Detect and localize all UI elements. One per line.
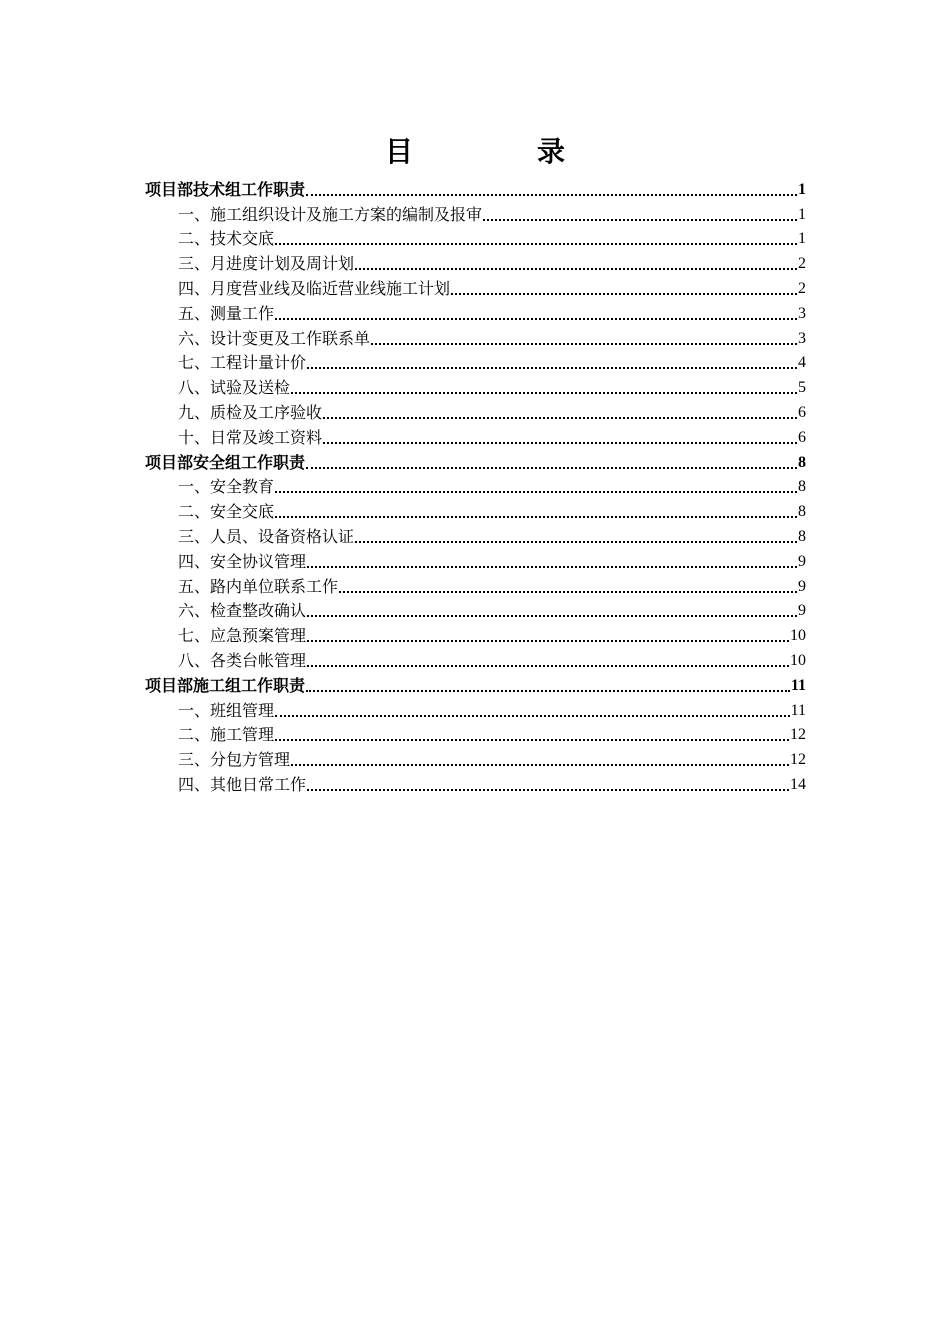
toc-entry-label: 三、分包方管理 <box>178 750 291 770</box>
toc-entry-label: 九、质检及工序验收 <box>178 402 323 422</box>
toc-dot-leader <box>483 219 797 221</box>
toc-page-number: 9 <box>798 602 806 620</box>
toc-page-number: 5 <box>798 379 806 397</box>
toc-entry-label: 项目部安全组工作职责 <box>145 452 306 472</box>
toc-dot-leader <box>323 417 797 419</box>
toc-subsection-entry[interactable] <box>145 547 806 572</box>
toc-dot-leader <box>307 789 789 791</box>
toc-subsection-entry[interactable] <box>145 398 806 423</box>
toc-page-number: 12 <box>790 751 806 769</box>
toc-entry-label: 三、月进度计划及周计划 <box>178 254 355 274</box>
toc-subsection-entry[interactable] <box>145 721 806 746</box>
toc-dot-leader <box>451 293 797 295</box>
toc-subsection-entry[interactable] <box>145 572 806 597</box>
toc-entry-label: 一、班组管理 <box>178 700 275 720</box>
toc-page-number: 8 <box>798 503 806 521</box>
toc-entry-label: 八、试验及送检 <box>178 378 291 398</box>
toc-dot-leader <box>306 194 797 196</box>
toc-dot-leader <box>371 343 797 345</box>
toc-dot-leader <box>355 268 797 270</box>
toc-dot-leader <box>355 541 797 543</box>
toc-dot-leader <box>275 739 789 741</box>
toc-page-number: 2 <box>798 279 806 297</box>
toc-page-number: 6 <box>798 428 806 446</box>
toc-page-number: 9 <box>798 577 806 595</box>
toc-title: 目 录 <box>384 135 613 168</box>
toc-page-number: 1 <box>798 230 806 248</box>
toc-page-number: 8 <box>798 453 806 471</box>
toc-entry-label: 五、路内单位联系工作 <box>178 576 339 596</box>
toc-dot-leader <box>275 715 790 717</box>
toc-subsection-entry[interactable] <box>145 200 806 225</box>
toc-page-number: 10 <box>790 627 806 645</box>
toc-subsection-entry[interactable] <box>145 522 806 547</box>
toc-dot-leader <box>275 243 797 245</box>
toc-page-number: 4 <box>798 354 806 372</box>
toc-subsection-entry[interactable] <box>145 497 806 522</box>
toc-entry-label: 二、安全交底 <box>178 502 275 522</box>
toc-page-number: 2 <box>798 255 806 273</box>
toc-subsection-entry[interactable] <box>145 324 806 349</box>
toc-entry-label: 一、安全教育 <box>178 477 275 497</box>
toc-entry-label: 项目部技术组工作职责 <box>145 179 306 199</box>
toc-dot-leader <box>307 640 789 642</box>
toc-entry-label: 三、人员、设备资格认证 <box>178 526 355 546</box>
toc-entry-label: 项目部施工组工作职责 <box>145 675 306 695</box>
toc-page-number: 1 <box>798 180 806 198</box>
toc-dot-leader <box>307 615 797 617</box>
toc-page-number: 14 <box>790 775 806 793</box>
toc-page-number: 11 <box>790 701 806 719</box>
toc-entry-label: 四、其他日常工作 <box>178 774 307 794</box>
toc-page-number: 12 <box>790 726 806 744</box>
toc-entry-label: 十、日常及竣工资料 <box>178 427 323 447</box>
toc-entry-label: 五、测量工作 <box>178 303 275 323</box>
table-of-contents <box>145 175 806 795</box>
toc-page-number: 3 <box>798 304 806 322</box>
toc-subsection-entry[interactable] <box>145 423 806 448</box>
toc-entry-label: 四、安全协议管理 <box>178 551 307 571</box>
toc-entry-label: 八、各类台帐管理 <box>178 650 307 670</box>
toc-subsection-entry[interactable] <box>145 597 806 622</box>
toc-dot-leader <box>339 591 797 593</box>
toc-dot-leader <box>323 442 797 444</box>
toc-entry-label: 二、施工管理 <box>178 725 275 745</box>
toc-subsection-entry[interactable] <box>145 249 806 274</box>
toc-page-number: 9 <box>798 552 806 570</box>
toc-subsection-entry[interactable] <box>145 621 806 646</box>
toc-page-number: 1 <box>798 205 806 223</box>
toc-subsection-entry[interactable] <box>145 646 806 671</box>
toc-dot-leader <box>275 516 797 518</box>
toc-subsection-entry[interactable] <box>145 299 806 324</box>
toc-dot-leader <box>275 318 797 320</box>
toc-section-entry[interactable] <box>145 175 806 200</box>
toc-dot-leader <box>306 690 790 692</box>
toc-section-entry[interactable] <box>145 671 806 696</box>
toc-entry-label: 四、月度营业线及临近营业线施工计划 <box>178 278 451 298</box>
toc-entry-label: 七、工程计量计价 <box>178 353 307 373</box>
toc-subsection-entry[interactable] <box>145 225 806 250</box>
toc-subsection-entry[interactable] <box>145 770 806 795</box>
toc-page-number: 11 <box>790 676 806 694</box>
toc-dot-leader <box>275 491 797 493</box>
toc-subsection-entry[interactable] <box>145 349 806 374</box>
toc-entry-label: 七、应急预案管理 <box>178 626 307 646</box>
toc-page-number: 8 <box>798 527 806 545</box>
toc-page-number: 3 <box>798 329 806 347</box>
toc-entry-label: 二、技术交底 <box>178 229 275 249</box>
toc-dot-leader <box>307 665 789 667</box>
toc-entry-label: 一、施工组织设计及施工方案的编制及报审 <box>178 204 483 224</box>
toc-subsection-entry[interactable] <box>145 373 806 398</box>
toc-section-entry[interactable] <box>145 448 806 473</box>
toc-page-number: 8 <box>798 478 806 496</box>
toc-subsection-entry[interactable] <box>145 696 806 721</box>
toc-page-number: 10 <box>790 651 806 669</box>
toc-subsection-entry[interactable] <box>145 473 806 498</box>
toc-dot-leader <box>291 764 789 766</box>
toc-subsection-entry[interactable] <box>145 274 806 299</box>
toc-dot-leader <box>307 566 797 568</box>
toc-entry-label: 六、检查整改确认 <box>178 601 307 621</box>
toc-dot-leader <box>306 467 797 469</box>
toc-entry-label: 六、设计变更及工作联系单 <box>178 328 371 348</box>
toc-dot-leader <box>307 367 797 369</box>
toc-page-number: 6 <box>798 403 806 421</box>
toc-subsection-entry[interactable] <box>145 745 806 770</box>
toc-dot-leader <box>291 392 797 394</box>
